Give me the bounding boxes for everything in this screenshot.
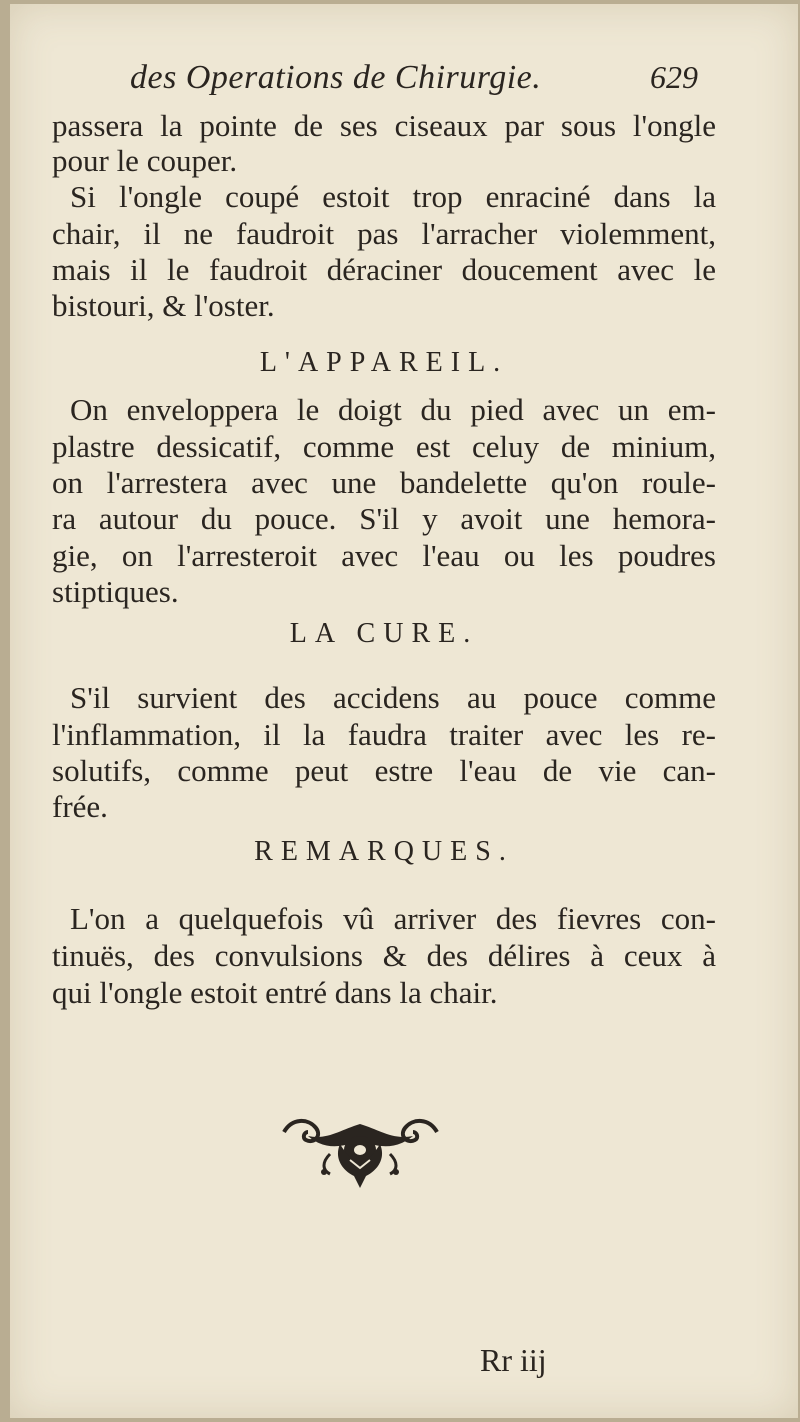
text-line: l'inflammation, il la faudra traiter avec les re- <box>52 717 716 752</box>
text-line: On enveloppera le doigt du pied avec un em- <box>70 392 716 427</box>
text-line: Si l'ongle coupé estoit trop enraciné dans la <box>70 179 716 214</box>
page-number: 629 <box>650 59 698 95</box>
text-line: pour le couper. <box>52 143 238 178</box>
text-line: plastre dessicatif, comme est celuy de minium, <box>52 429 716 464</box>
book-page <box>10 4 798 1418</box>
ornament-icon <box>278 1110 443 1190</box>
text-line: stiptiques. <box>52 574 179 609</box>
text-line: passera la pointe de ses ciseaux par sous l'ongle <box>52 108 716 143</box>
running-head <box>10 59 798 103</box>
text-line: bistouri, & l'oster. <box>52 288 275 323</box>
text-line: on l'arrestera avec une bandelette qu'on roule- <box>52 465 716 500</box>
text-line: qui l'ongle estoit entré dans la chair. <box>52 975 498 1010</box>
text-line: mais il le faudroit déraciner doucement avec le <box>52 252 716 287</box>
text-line: S'il survient des accidens au pouce comme <box>70 680 716 715</box>
running-title: des Operations de Chirurgie. <box>130 59 542 96</box>
text-line: solutifs, comme peut estre l'eau de vie can- <box>52 753 716 788</box>
text-line: chair, il ne faudroit pas l'arracher violemment, <box>52 216 716 251</box>
text-line: tinuës, des convulsions & des délires à ceux à <box>52 938 716 973</box>
section-heading-cure: LA CURE. <box>289 618 479 649</box>
section-heading-appareil: L'APPAREIL. <box>259 347 509 378</box>
text-line: frée. <box>52 789 108 824</box>
text-line: L'on a quelquefois vû arriver des fievres con- <box>70 901 716 936</box>
section-heading-remarques: REMARQUES. <box>254 836 514 867</box>
text-line: ra autour du pouce. S'il y avoit une hemora- <box>52 501 716 536</box>
signature-mark: Rr iij <box>480 1342 547 1378</box>
text-line: gie, on l'arresteroit avec l'eau ou les poudres <box>52 538 716 573</box>
